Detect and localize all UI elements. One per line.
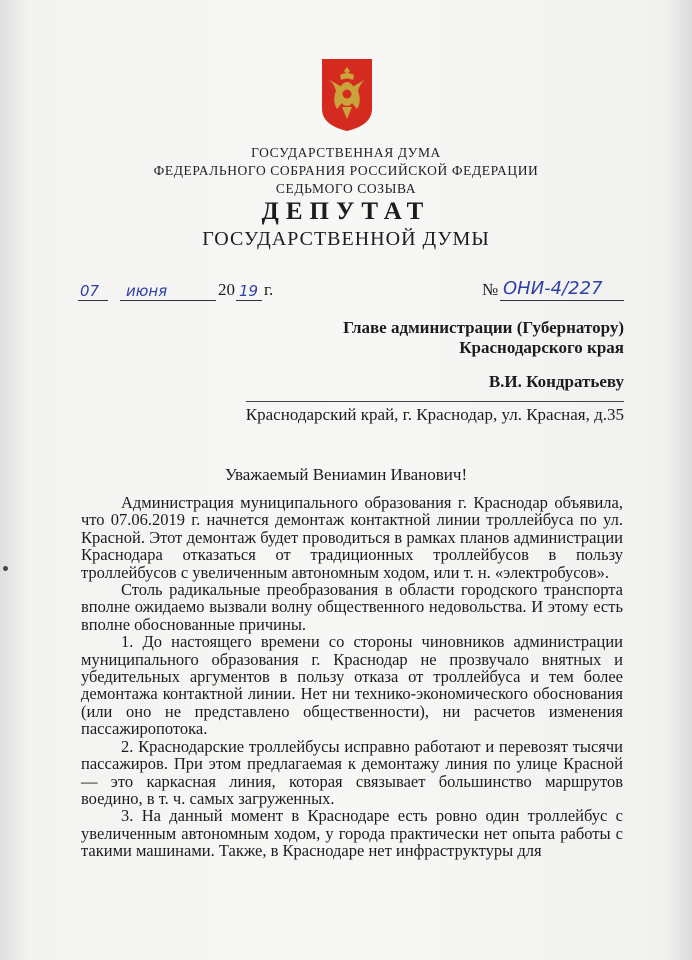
paragraph-1: Администрация муниципального образования г. Краснодар объявила, что 07.06.2019 г. начнется демонтаж контактной линии троллейбуса по ул. Красной. Этот демонтаж будет проводиться в рамках планов администрации Краснодара отказаться от традиционных троллейбусов в пользу троллейбусов с увеличенным автономным ходом, или т. н. «электробусов». [81,493,623,582]
recipient-line-1: Главе администрации (Губернатору) [343,318,624,337]
document-subtitle: ГОСУДАРСТВЕННОЙ ДУМЫ [202,228,490,250]
paragraph-5: 3. На данный момент в Краснодаре есть ровно один троллейбус с увеличенным автономным ходом, у города практически нет опыта работы с такими машинами. Также, в Краснодаре нет инфраструктуры для [81,806,623,861]
paragraph-4: 2. Краснодарские троллейбусы исправно работают и перевозят тысячи пассажиров. При этом предлагаемая к демонтажу линия по улице Красной — это каркасная линия, которая связывает большинство маршрутов воедино, в т. ч. самых загруженных. [81,736,623,808]
punch-mark [3,566,8,571]
date-year-suffix: 19 [239,282,259,300]
document-title: ДЕПУТАТ [261,198,431,225]
paragraph-3: 1. До настоящего времени со стороны чиновников администрации муниципального образования г. Краснодар не прозвучало внятных и убедительных аргументов в пользу отказа от троллейбуса и тем более демонтажа контактной линии. Нет ни технико-экономического обоснования (или оно не представлено общественности), ни расчетов изменения пассажиропотока. [81,632,623,739]
letter-body [81,494,623,860]
day-underline [78,300,108,301]
recipient-line-2: Краснодарского края [459,338,624,357]
header-line-2: ФЕДЕРАЛЬНОГО СОБРАНИЯ РОССИЙСКОЙ ФЕДЕРАЦИИ [153,163,539,178]
date-year-prefix: 20 [218,280,235,299]
recipient-name: В.И. Кондратьеву [488,372,624,391]
document-number: ОНИ-4/227 [503,278,603,299]
year-underline [236,300,262,301]
coat-of-arms-emblem [320,57,374,133]
date-month: июня [126,282,168,300]
number-prefix: № [482,280,499,299]
header-line-3: СЕДЬМОГО СОЗЫВА [275,181,417,196]
date-suffix: г. [264,280,274,299]
header-line-1: ГОСУДАРСТВЕННАЯ ДУМА [251,145,441,160]
month-underline [120,300,216,301]
paragraph-2: Столь радикальные преобразования в области городского транспорта вполне ожидаемо вызвали волну общественного недовольства. И этому есть вполне обоснованные причины. [81,580,623,634]
greeting: Уважаемый Вениамин Иванович! [224,465,468,484]
date-day: 07 [80,282,100,300]
number-underline [500,300,624,301]
recipient-address: Краснодарский край, г. Краснодар, ул. Красная, д.35 [245,405,624,424]
address-divider [246,401,624,402]
